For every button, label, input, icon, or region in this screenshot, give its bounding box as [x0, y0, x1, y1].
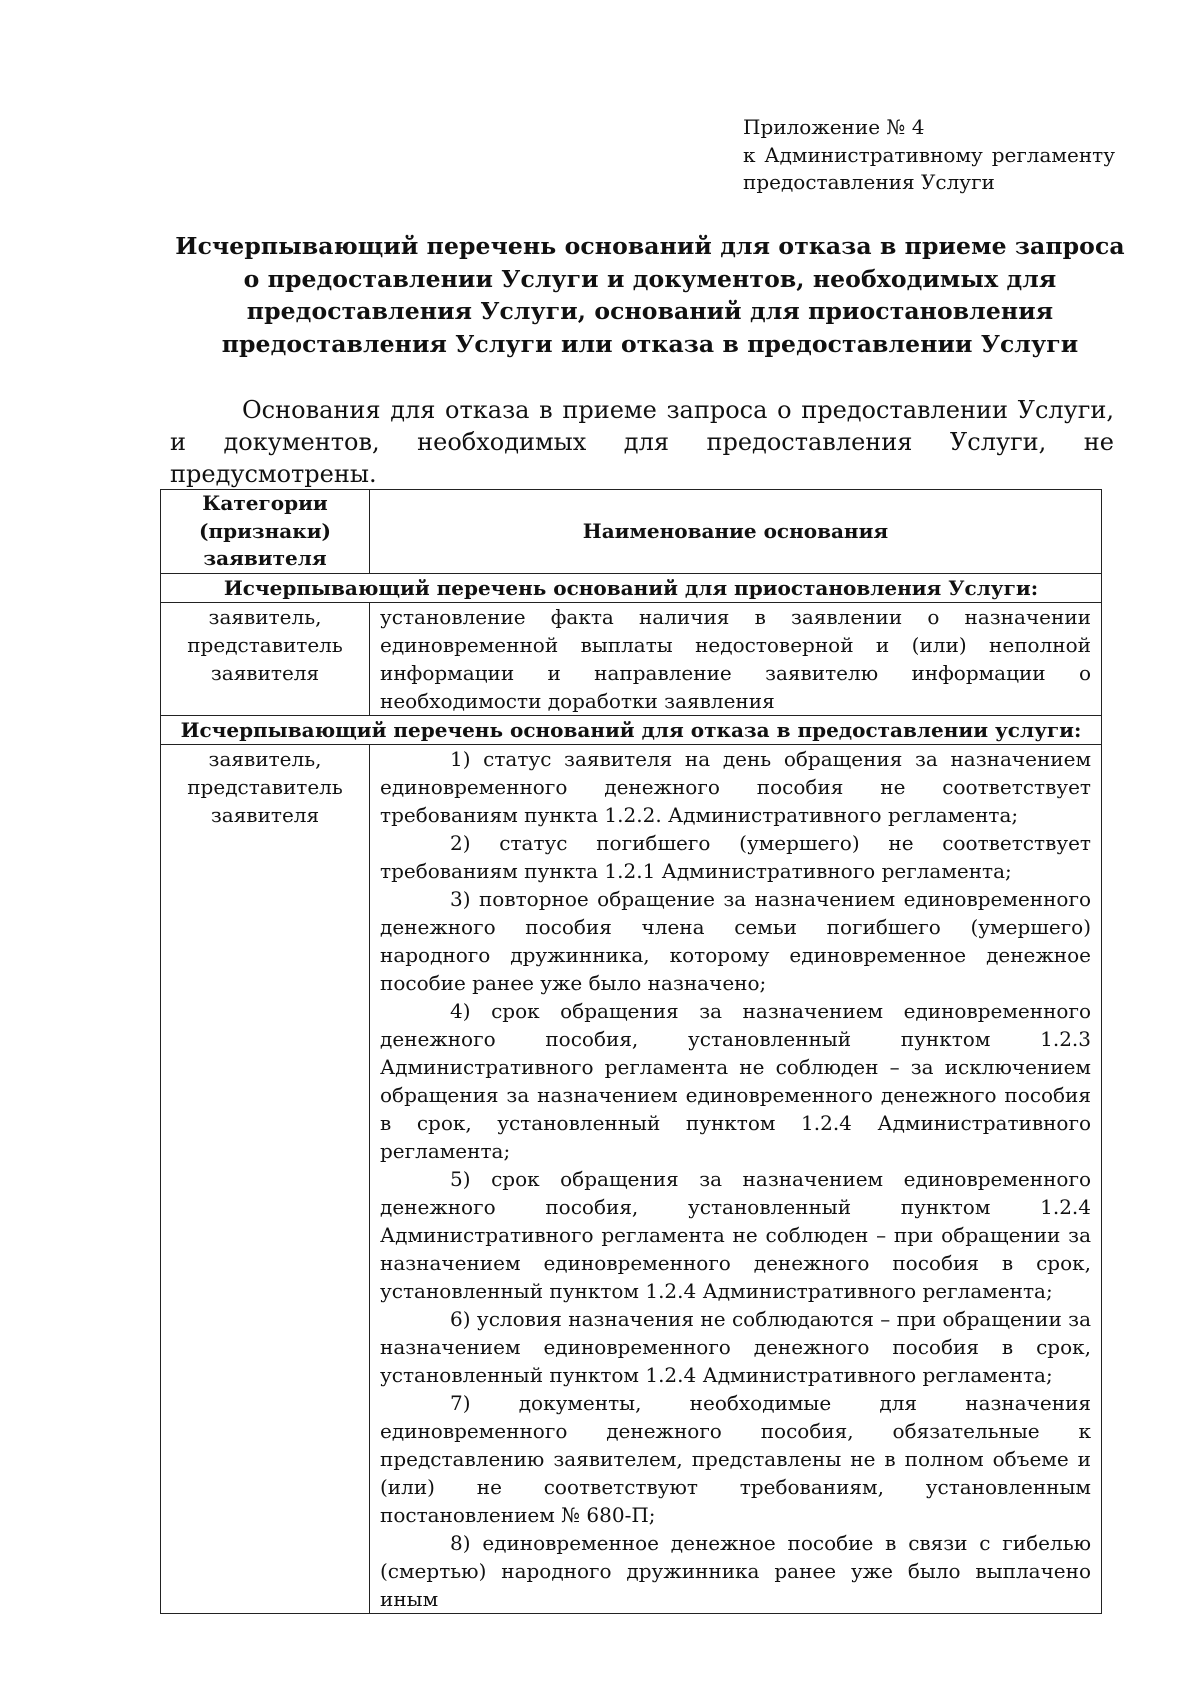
appendix-reference: [743, 114, 1115, 197]
refusal-ground-item: 7) документы, необходимые для назначения единовременного денежного пособия, обязательные к представлению заявителем, представлены не в полном объеме и (или) не соответствуют требованиям, установленным постановлением № 680-П;: [380, 1391, 1091, 1527]
refusal-grounds-list: [370, 745, 1102, 1614]
table-row: [161, 603, 1102, 716]
table-header-row: [161, 490, 1102, 574]
section-refusal-title: Исчерпывающий перечень оснований для отказа в предоставлении услуги:: [161, 716, 1102, 745]
refusal-ground-item: 6) условия назначения не соблюдаются – при обращении за назначением единовременного денежного пособия в срок, установленный пунктом 1.2.4 Административного регламента;: [380, 1307, 1091, 1387]
suspension-category: заявитель, представитель заявителя: [161, 603, 370, 716]
refusal-ground-item: 8) единовременное денежное пособие в связи с гибелью (смертью) народного дружинника ранее уже было выплачено иным: [380, 1531, 1091, 1611]
section-row-refusal: [161, 716, 1102, 745]
section-suspension-title: Исчерпывающий перечень оснований для приостановления Услуги:: [161, 574, 1102, 603]
appendix-service: предоставления Услуги: [743, 170, 995, 194]
grounds-table: [160, 489, 1102, 1614]
refusal-ground-item: 3) повторное обращение за назначением единовременного денежного пособия члена семьи погибшего (умершего) народного дружинника, которому единовременное денежное пособие ранее уже было назначено;: [380, 887, 1091, 995]
refusal-ground-item: 2) статус погибшего (умершего) не соответствует требованиям пункта 1.2.1 Административного регламента;: [380, 831, 1091, 883]
table-row: [161, 745, 1102, 1614]
document-title: Исчерпывающий перечень оснований для отказа в приеме запроса о предоставлении Услуги и документов, необходимых для предоставления Услуги, оснований для приостановления предоставления Услуги или отказа в предоставлении Услуги: [175, 232, 1125, 358]
header-category: Категории (признаки) заявителя: [161, 490, 370, 574]
refusal-ground-item: 4) срок обращения за назначением единовременного денежного пособия, установленный пунктом 1.2.3 Административного регламента не соблюден – за исключением обращения за назначением единовременного денежного пособия в срок, установленный пунктом 1.2.4 Административного регламента;: [380, 999, 1091, 1163]
intro-paragraph: Основания для отказа в приеме запроса о предоставлении Услуги, и документов, необходимых для предоставления Услуги, не предусмотрены.: [170, 396, 1114, 488]
refusal-category: заявитель, представитель заявителя: [161, 745, 370, 1614]
header-ground: Наименование основания: [370, 490, 1102, 574]
refusal-ground-item: 1) статус заявителя на день обращения за назначением единовременного денежного пособия не соответствует требованиям пункта 1.2.2. Административного регламента;: [380, 747, 1091, 827]
suspension-ground: установление факта наличия в заявлении о назначении единовременной выплаты недостоверной и (или) неполной информации и направление заявителю информации о необходимости доработки заявления: [370, 603, 1102, 716]
section-row-suspension: [161, 574, 1102, 603]
appendix-regulation: к Административному регламенту: [743, 142, 1115, 167]
appendix-number: Приложение № 4: [743, 115, 925, 139]
refusal-ground-item: 5) срок обращения за назначением единовременного денежного пособия, установленный пунктом 1.2.4 Административного регламента не соблюден – при обращении за назначением единовременного денежного пособия в срок, установленный пунктом 1.2.4 Административного регламента;: [380, 1167, 1091, 1303]
